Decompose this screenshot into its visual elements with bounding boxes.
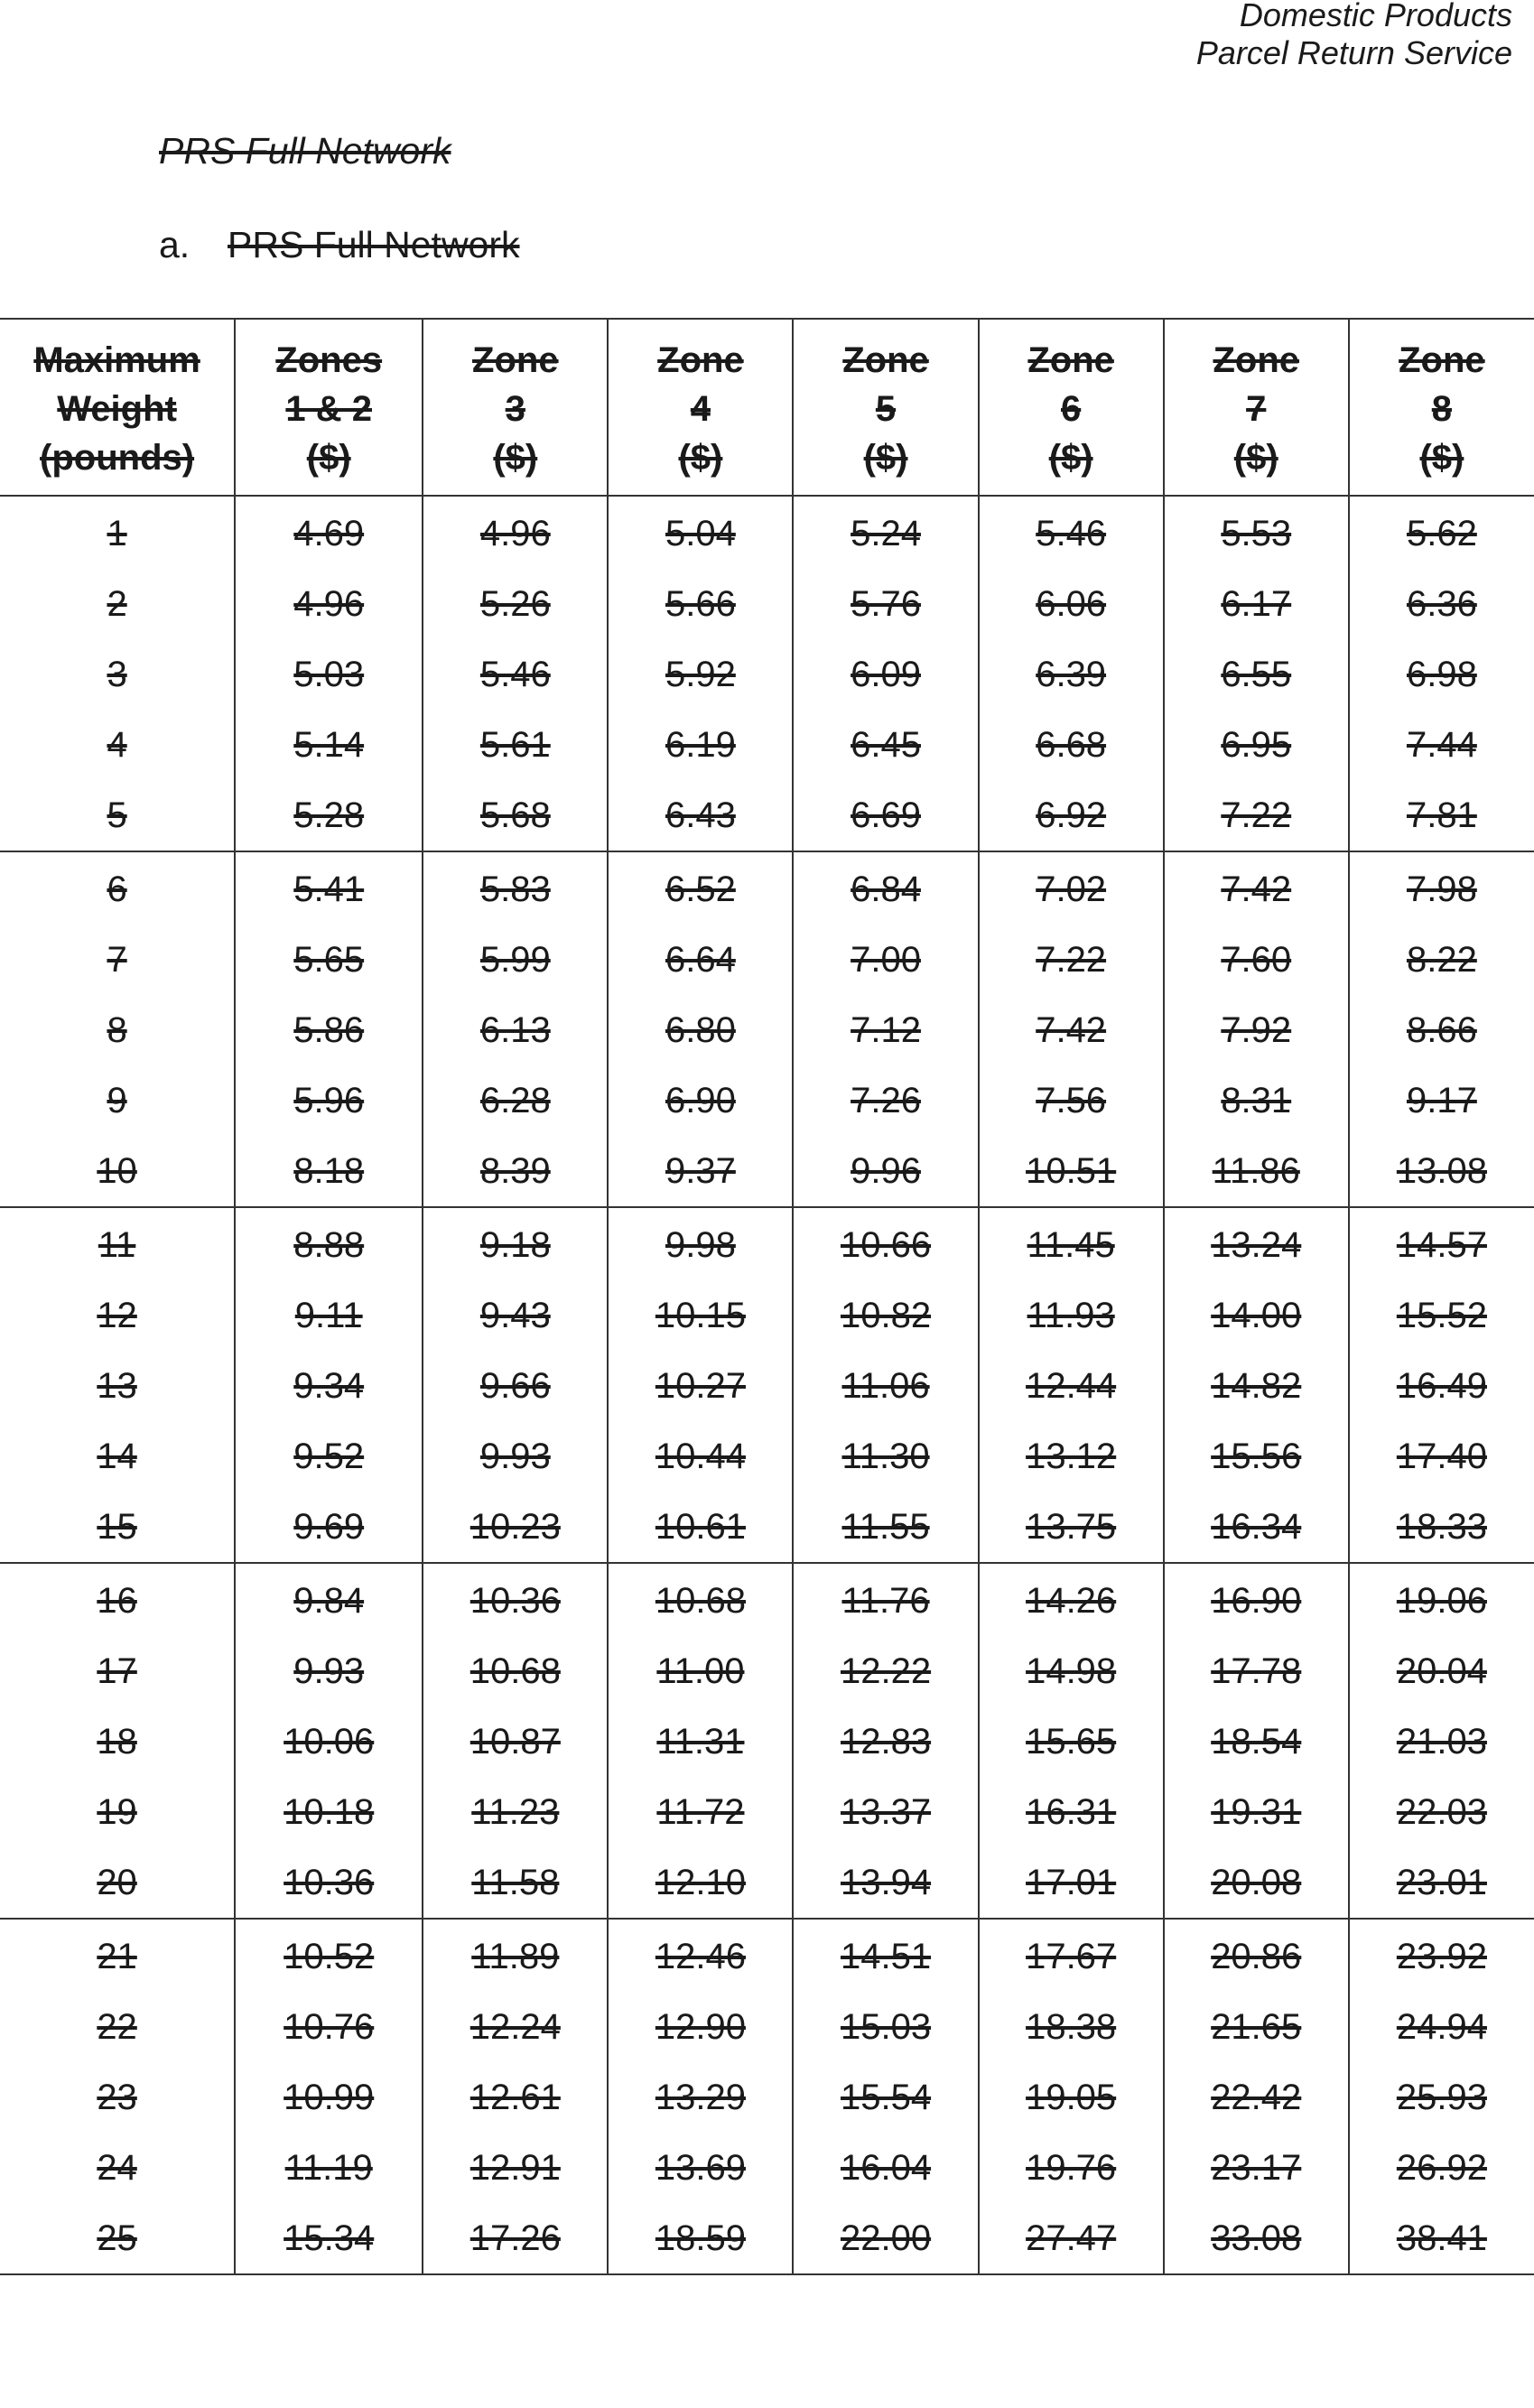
rate-cell-zone-8: 6.36 <box>1349 569 1534 639</box>
rate-cell-zones-1-2: 5.96 <box>235 1065 423 1136</box>
header-line-1: Domestic Products <box>1239 0 1512 33</box>
weight-cell: 14 <box>97 1436 137 1476</box>
column-header-line: Zone <box>472 340 559 380</box>
rate-cell-zone-8: 19.06 <box>1349 1563 1534 1636</box>
weight-cell: 25 <box>97 2218 137 2258</box>
table-row <box>0 1777 1534 1847</box>
table-row <box>0 1136 1534 1207</box>
rate-table <box>0 318 1534 2275</box>
rate-cell-zone-3: 11.89 <box>423 1919 608 1992</box>
rate-cell-zones-1-2: 5.03 <box>235 639 423 710</box>
column-header-line: ($) <box>678 438 723 478</box>
table-row <box>0 2203 1534 2274</box>
column-header-zone-4 <box>608 319 793 496</box>
column-header-line: ($) <box>863 438 908 478</box>
rate-cell-zone-7: 7.42 <box>1164 851 1349 925</box>
rate-cell-zone-3: 5.68 <box>423 780 608 851</box>
rate-cell-zone-8: 25.93 <box>1349 2062 1534 2133</box>
table-row <box>0 995 1534 1065</box>
rate-cell-zone-8: 7.44 <box>1349 710 1534 780</box>
table-row <box>0 1492 1534 1563</box>
rate-cell-zone-6: 15.65 <box>979 1706 1164 1777</box>
column-header-zone-6 <box>979 319 1164 496</box>
rate-cell-zone-8: 18.33 <box>1349 1492 1534 1563</box>
rate-cell-zone-3: 5.61 <box>423 710 608 780</box>
weight-cell: 18 <box>97 1722 137 1762</box>
subsection-label: a. <box>159 224 191 265</box>
rate-cell-zone-5: 11.76 <box>793 1563 978 1636</box>
rate-cell-zone-6: 6.92 <box>979 780 1164 851</box>
rate-cell-zone-4: 12.46 <box>608 1919 793 1992</box>
table-row <box>0 925 1534 995</box>
rate-cell-zone-3: 11.23 <box>423 1777 608 1847</box>
rate-cell-zone-7: 15.56 <box>1164 1421 1349 1492</box>
rate-cell-zone-6: 6.39 <box>979 639 1164 710</box>
rate-cell-zone-4: 12.90 <box>608 1992 793 2062</box>
rate-cell-zone-6: 7.22 <box>979 925 1164 995</box>
column-header-line: Zone <box>1027 340 1114 380</box>
rate-cell-zone-4: 13.69 <box>608 2133 793 2203</box>
rate-cell-zone-3: 6.13 <box>423 995 608 1065</box>
rate-cell-zone-7: 22.42 <box>1164 2062 1349 2133</box>
rate-cell-zones-1-2: 9.34 <box>235 1351 423 1421</box>
rate-cell-zone-6: 6.68 <box>979 710 1164 780</box>
rate-cell-zones-1-2: 10.52 <box>235 1919 423 1992</box>
column-header-line: Zone <box>842 340 929 380</box>
rate-cell-zone-3: 5.99 <box>423 925 608 995</box>
rate-cell-zone-7: 7.22 <box>1164 780 1349 851</box>
column-header-line: 1 & 2 <box>285 389 372 429</box>
rate-cell-zone-7: 16.34 <box>1164 1492 1349 1563</box>
rate-cell-zone-5: 15.03 <box>793 1992 978 2062</box>
rate-cell-zone-8: 21.03 <box>1349 1706 1534 1777</box>
rate-cell-zone-3: 12.61 <box>423 2062 608 2133</box>
rate-cell-zones-1-2: 10.76 <box>235 1992 423 2062</box>
column-header-weight <box>0 319 235 496</box>
rate-cell-zone-4: 5.66 <box>608 569 793 639</box>
rate-cell-zones-1-2: 5.65 <box>235 925 423 995</box>
rate-cell-zone-8: 22.03 <box>1349 1777 1534 1847</box>
table-row <box>0 2133 1534 2203</box>
column-header-line: 5 <box>875 389 897 429</box>
weight-cell: 7 <box>107 940 127 980</box>
rate-cell-zone-4: 13.29 <box>608 2062 793 2133</box>
rate-cell-zone-7: 20.86 <box>1164 1919 1349 1992</box>
rate-cell-zone-8: 16.49 <box>1349 1351 1534 1421</box>
weight-cell: 23 <box>97 2078 137 2117</box>
weight-cell: 9 <box>107 1081 127 1120</box>
rate-cell-zones-1-2: 8.18 <box>235 1136 423 1207</box>
rate-cell-zone-3: 9.43 <box>423 1280 608 1351</box>
rate-cell-zone-7: 8.31 <box>1164 1065 1349 1136</box>
rate-cell-zone-7: 19.31 <box>1164 1777 1349 1847</box>
rate-cell-zone-4: 10.61 <box>608 1492 793 1563</box>
rate-cell-zone-6: 7.42 <box>979 995 1164 1065</box>
rate-cell-zone-4: 6.64 <box>608 925 793 995</box>
rate-cell-zone-5: 11.06 <box>793 1351 978 1421</box>
weight-cell: 21 <box>97 1937 137 1976</box>
table-row <box>0 639 1534 710</box>
rate-cell-zone-4: 9.98 <box>608 1207 793 1280</box>
rate-cell-zone-3: 4.96 <box>423 496 608 569</box>
weight-cell: 1 <box>107 514 127 553</box>
rate-cell-zone-7: 33.08 <box>1164 2203 1349 2274</box>
column-header-line: 3 <box>505 389 525 429</box>
rate-cell-zone-6: 27.47 <box>979 2203 1164 2274</box>
rate-cell-zones-1-2: 10.06 <box>235 1706 423 1777</box>
column-header-line: (pounds) <box>40 438 195 478</box>
rate-cell-zone-8: 14.57 <box>1349 1207 1534 1280</box>
rate-cell-zone-3: 6.28 <box>423 1065 608 1136</box>
rate-cell-zone-4: 6.80 <box>608 995 793 1065</box>
rate-cell-zone-3: 9.93 <box>423 1421 608 1492</box>
table-row <box>0 2062 1534 2133</box>
rate-cell-zone-3: 10.36 <box>423 1563 608 1636</box>
rate-cell-zone-7: 7.92 <box>1164 995 1349 1065</box>
column-header-zone-7 <box>1164 319 1349 496</box>
rate-cell-zone-5: 13.94 <box>793 1847 978 1919</box>
column-header-line: Zone <box>1213 340 1300 380</box>
rate-cell-zone-4: 10.68 <box>608 1563 793 1636</box>
rate-cell-zone-7: 13.24 <box>1164 1207 1349 1280</box>
rate-cell-zone-6: 11.93 <box>979 1280 1164 1351</box>
rate-cell-zone-7: 23.17 <box>1164 2133 1349 2203</box>
rate-cell-zone-5: 12.22 <box>793 1636 978 1706</box>
rate-cell-zone-5: 13.37 <box>793 1777 978 1847</box>
rate-cell-zone-8: 23.01 <box>1349 1847 1534 1919</box>
rate-cell-zone-6: 16.31 <box>979 1777 1164 1847</box>
rate-cell-zones-1-2: 5.86 <box>235 995 423 1065</box>
rate-cell-zone-6: 13.12 <box>979 1421 1164 1492</box>
rate-cell-zone-4: 6.43 <box>608 780 793 851</box>
rate-cell-zones-1-2: 10.36 <box>235 1847 423 1919</box>
rate-cell-zone-3: 10.87 <box>423 1706 608 1777</box>
rate-cell-zone-3: 10.23 <box>423 1492 608 1563</box>
rate-cell-zone-3: 5.83 <box>423 851 608 925</box>
rate-cell-zone-3: 5.46 <box>423 639 608 710</box>
column-header-line: Zones <box>275 340 383 380</box>
rate-cell-zones-1-2: 5.41 <box>235 851 423 925</box>
weight-cell: 17 <box>97 1651 137 1691</box>
rate-cell-zone-6: 11.45 <box>979 1207 1164 1280</box>
column-header-line: ($) <box>1233 438 1278 478</box>
rate-cell-zone-4: 5.92 <box>608 639 793 710</box>
rate-cell-zone-6: 17.67 <box>979 1919 1164 1992</box>
rate-cell-zone-5: 11.30 <box>793 1421 978 1492</box>
table-row <box>0 1636 1534 1706</box>
rate-cell-zones-1-2: 11.19 <box>235 2133 423 2203</box>
rate-cell-zone-7: 6.55 <box>1164 639 1349 710</box>
weight-group <box>0 1207 1534 1563</box>
rate-cell-zone-4: 11.72 <box>608 1777 793 1847</box>
rate-cell-zone-7: 7.60 <box>1164 925 1349 995</box>
rate-cell-zones-1-2: 9.93 <box>235 1636 423 1706</box>
rate-cell-zone-7: 17.78 <box>1164 1636 1349 1706</box>
column-header-line: 7 <box>1246 389 1267 429</box>
table-row <box>0 1351 1534 1421</box>
column-header-line: Weight <box>57 389 177 429</box>
rate-cell-zone-5: 14.51 <box>793 1919 978 1992</box>
table-header-row <box>0 319 1534 496</box>
rate-cell-zone-4: 11.00 <box>608 1636 793 1706</box>
rate-cell-zone-5: 16.04 <box>793 2133 978 2203</box>
rate-cell-zones-1-2: 4.69 <box>235 496 423 569</box>
column-header-line: Zone <box>657 340 744 380</box>
rate-cell-zone-3: 11.58 <box>423 1847 608 1919</box>
rate-cell-zones-1-2: 5.14 <box>235 710 423 780</box>
rate-cell-zone-8: 7.81 <box>1349 780 1534 851</box>
rate-cell-zone-7: 6.95 <box>1164 710 1349 780</box>
column-header-line: ($) <box>493 438 538 478</box>
rate-cell-zone-8: 9.17 <box>1349 1065 1534 1136</box>
table-row <box>0 1065 1534 1136</box>
table-row <box>0 496 1534 569</box>
rate-cell-zone-6: 14.26 <box>979 1563 1164 1636</box>
weight-cell: 12 <box>97 1296 137 1335</box>
rate-cell-zones-1-2: 10.99 <box>235 2062 423 2133</box>
rate-cell-zone-5: 5.76 <box>793 569 978 639</box>
rate-cell-zone-4: 6.90 <box>608 1065 793 1136</box>
rate-cell-zone-5: 11.55 <box>793 1492 978 1563</box>
rate-cell-zone-4: 6.52 <box>608 851 793 925</box>
section-title: PRS Full Network <box>159 130 451 172</box>
column-header-zone-8 <box>1349 319 1534 496</box>
rate-cell-zone-6: 17.01 <box>979 1847 1164 1919</box>
rate-cell-zone-6: 14.98 <box>979 1636 1164 1706</box>
rate-cell-zone-8: 20.04 <box>1349 1636 1534 1706</box>
rate-cell-zone-6: 12.44 <box>979 1351 1164 1421</box>
rate-cell-zone-8: 15.52 <box>1349 1280 1534 1351</box>
rate-cell-zone-3: 9.66 <box>423 1351 608 1421</box>
table-row <box>0 710 1534 780</box>
column-header-line: Maximum <box>33 340 200 380</box>
rate-cell-zone-7: 14.82 <box>1164 1351 1349 1421</box>
rate-cell-zone-4: 9.37 <box>608 1136 793 1207</box>
weight-cell: 20 <box>97 1863 137 1902</box>
rate-cell-zone-5: 7.26 <box>793 1065 978 1136</box>
rate-cell-zone-7: 11.86 <box>1164 1136 1349 1207</box>
weight-group <box>0 851 1534 1207</box>
rate-cell-zone-3: 17.26 <box>423 2203 608 2274</box>
table-row <box>0 1421 1534 1492</box>
table-row <box>0 851 1534 925</box>
rate-cell-zone-8: 6.98 <box>1349 639 1534 710</box>
column-header-zone-5 <box>793 319 978 496</box>
rate-cell-zone-5: 15.54 <box>793 2062 978 2133</box>
table-row <box>0 1706 1534 1777</box>
document-header <box>1196 0 1512 72</box>
weight-cell: 3 <box>107 655 127 694</box>
rate-cell-zone-7: 21.65 <box>1164 1992 1349 2062</box>
rate-cell-zone-8: 17.40 <box>1349 1421 1534 1492</box>
table-row <box>0 1992 1534 2062</box>
rate-cell-zone-8: 5.62 <box>1349 496 1534 569</box>
rate-cell-zone-7: 18.54 <box>1164 1706 1349 1777</box>
weight-cell: 15 <box>97 1507 137 1547</box>
column-header-line: 6 <box>1061 389 1082 429</box>
rate-cell-zone-3: 8.39 <box>423 1136 608 1207</box>
rate-cell-zone-3: 12.91 <box>423 2133 608 2203</box>
table-row <box>0 569 1534 639</box>
rate-cell-zone-5: 12.83 <box>793 1706 978 1777</box>
rate-cell-zone-8: 38.41 <box>1349 2203 1534 2274</box>
weight-cell: 19 <box>97 1792 137 1832</box>
rate-cell-zone-3: 9.18 <box>423 1207 608 1280</box>
column-header-line: 8 <box>1431 389 1453 429</box>
rate-cell-zone-5: 22.00 <box>793 2203 978 2274</box>
weight-cell: 5 <box>107 795 127 835</box>
rate-cell-zone-5: 9.96 <box>793 1136 978 1207</box>
rate-cell-zones-1-2: 9.69 <box>235 1492 423 1563</box>
rate-cell-zone-6: 7.02 <box>979 851 1164 925</box>
rate-cell-zones-1-2: 8.88 <box>235 1207 423 1280</box>
rate-cell-zones-1-2: 9.11 <box>235 1280 423 1351</box>
rate-cell-zone-4: 6.19 <box>608 710 793 780</box>
table-row <box>0 780 1534 851</box>
rate-cell-zone-8: 8.22 <box>1349 925 1534 995</box>
column-header-zones-1-2 <box>235 319 423 496</box>
rate-cell-zone-4: 10.44 <box>608 1421 793 1492</box>
weight-group <box>0 1919 1534 2274</box>
rate-cell-zone-6: 19.76 <box>979 2133 1164 2203</box>
rate-cell-zones-1-2: 10.18 <box>235 1777 423 1847</box>
rate-cell-zone-8: 24.94 <box>1349 1992 1534 2062</box>
header-line-2: Parcel Return Service <box>1195 34 1512 71</box>
rate-cell-zone-7: 5.53 <box>1164 496 1349 569</box>
rate-cell-zone-8: 8.66 <box>1349 995 1534 1065</box>
rate-cell-zone-8: 13.08 <box>1349 1136 1534 1207</box>
table-row <box>0 1919 1534 1992</box>
rate-cell-zone-6: 7.56 <box>979 1065 1164 1136</box>
column-header-line: ($) <box>306 438 351 478</box>
rate-cell-zone-8: 23.92 <box>1349 1919 1534 1992</box>
rate-cell-zone-4: 10.15 <box>608 1280 793 1351</box>
rate-cell-zones-1-2: 9.52 <box>235 1421 423 1492</box>
rate-cell-zone-5: 7.12 <box>793 995 978 1065</box>
rate-cell-zone-4: 18.59 <box>608 2203 793 2274</box>
rate-cell-zone-4: 5.04 <box>608 496 793 569</box>
rate-cell-zone-3: 5.26 <box>423 569 608 639</box>
rate-cell-zones-1-2: 15.34 <box>235 2203 423 2274</box>
rate-cell-zone-3: 12.24 <box>423 1992 608 2062</box>
weight-cell: 24 <box>97 2148 137 2188</box>
rate-cell-zones-1-2: 5.28 <box>235 780 423 851</box>
rate-cell-zone-4: 12.10 <box>608 1847 793 1919</box>
rate-cell-zone-5: 6.09 <box>793 639 978 710</box>
rate-cell-zone-6: 19.05 <box>979 2062 1164 2133</box>
table-row <box>0 1207 1534 1280</box>
rate-cell-zone-4: 11.31 <box>608 1706 793 1777</box>
rate-cell-zone-5: 5.24 <box>793 496 978 569</box>
weight-cell: 2 <box>107 584 127 624</box>
table-row <box>0 1847 1534 1919</box>
rate-cell-zone-6: 10.51 <box>979 1136 1164 1207</box>
rate-cell-zone-6: 5.46 <box>979 496 1164 569</box>
table-row <box>0 1280 1534 1351</box>
weight-cell: 22 <box>97 2007 137 2047</box>
rate-cell-zone-7: 14.00 <box>1164 1280 1349 1351</box>
rate-cell-zones-1-2: 9.84 <box>235 1563 423 1636</box>
rate-cell-zone-8: 26.92 <box>1349 2133 1534 2203</box>
rate-cell-zone-7: 20.08 <box>1164 1847 1349 1919</box>
subsection-text: PRS Full Network <box>228 224 520 265</box>
rate-cell-zone-5: 6.69 <box>793 780 978 851</box>
rate-cell-zone-5: 6.84 <box>793 851 978 925</box>
column-header-line: Zone <box>1399 340 1485 380</box>
rate-cell-zone-8: 7.98 <box>1349 851 1534 925</box>
weight-group <box>0 1563 1534 1919</box>
rate-cell-zone-5: 6.45 <box>793 710 978 780</box>
weight-cell: 11 <box>98 1225 136 1265</box>
rate-cell-zones-1-2: 4.96 <box>235 569 423 639</box>
rate-cell-zone-7: 6.17 <box>1164 569 1349 639</box>
subsection-title <box>159 224 520 266</box>
column-header-line: 4 <box>690 389 711 429</box>
rate-cell-zone-6: 13.75 <box>979 1492 1164 1563</box>
rate-cell-zone-5: 10.66 <box>793 1207 978 1280</box>
weight-cell: 13 <box>97 1366 137 1406</box>
rate-cell-zone-5: 7.00 <box>793 925 978 995</box>
rate-cell-zone-6: 6.06 <box>979 569 1164 639</box>
table-row <box>0 1563 1534 1636</box>
rate-cell-zone-7: 16.90 <box>1164 1563 1349 1636</box>
column-header-zone-3 <box>423 319 608 496</box>
weight-group <box>0 496 1534 851</box>
rate-cell-zone-6: 18.38 <box>979 1992 1164 2062</box>
weight-cell: 10 <box>97 1151 137 1191</box>
rate-cell-zone-4: 10.27 <box>608 1351 793 1421</box>
weight-cell: 6 <box>107 869 127 909</box>
rate-cell-zone-3: 10.68 <box>423 1636 608 1706</box>
weight-cell: 4 <box>107 725 127 765</box>
column-header-line: ($) <box>1048 438 1093 478</box>
weight-cell: 16 <box>97 1581 137 1621</box>
rate-cell-zone-5: 10.82 <box>793 1280 978 1351</box>
column-header-line: ($) <box>1419 438 1464 478</box>
weight-cell: 8 <box>107 1010 127 1050</box>
